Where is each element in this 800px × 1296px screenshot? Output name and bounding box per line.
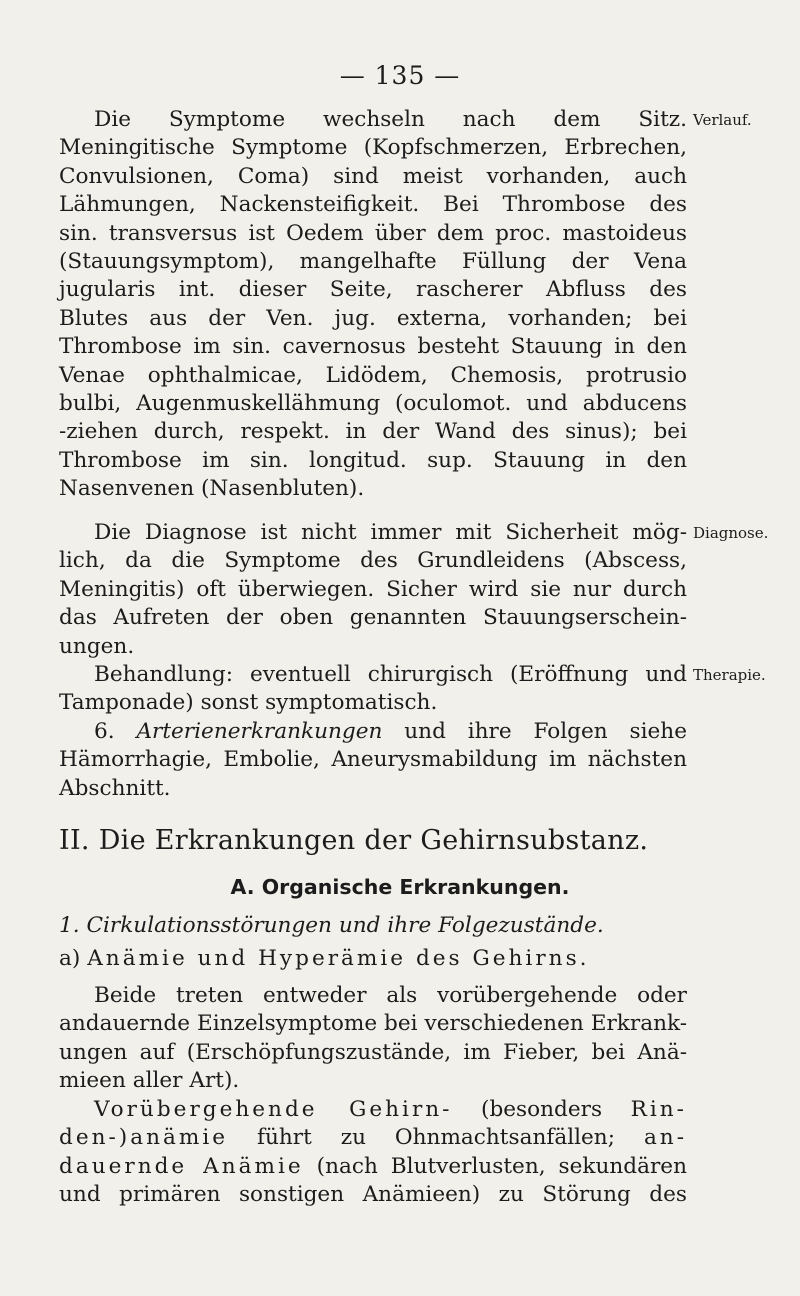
page-number: — 135 — [339, 61, 461, 90]
item-number: 6. [94, 719, 115, 744]
text-line [59, 1096, 687, 1124]
paragraph-verlauf [59, 106, 687, 503]
margin-note-therapie: Therapie. [693, 666, 766, 684]
text-line: ungen auf (Erschöpfungszustände, im Fieber, bei Anä- [59, 1039, 687, 1065]
text-line: Hämorrhagie, Embolie, Aneurysmabildung im nächsten [59, 747, 687, 773]
paragraph-arterien [59, 718, 687, 803]
text-fragment: (nach Blutverlusten, sekundären [316, 1153, 687, 1179]
text-line [59, 718, 687, 746]
text-line: Meningitis) oft überwiegen. Sicher wird sie nur durch [59, 576, 687, 602]
item-a-heading [59, 945, 687, 973]
text-line: Thrombose im sin. longitud. sup. Stauung in den [59, 447, 687, 473]
margin-note-verlauf: Verlauf. [693, 111, 752, 129]
text-line: Die Symptome wechseln nach dem Sitz. [94, 107, 687, 132]
subsection-heading: A. Organische Erkrankungen. [230, 875, 570, 899]
text-line: Venae ophthalmicae, Lidödem, Chemosis, protrusio [59, 362, 687, 388]
text-line: Behandlung: eventuell chirurgisch (Eröffnung und [94, 662, 687, 687]
paragraph-voruebergehende [59, 1096, 687, 1210]
spaced-term: Rin- [630, 1097, 687, 1122]
text-line: Nasenvenen (Nasenbluten). [59, 476, 365, 502]
text-line: bulbi, Augenmuskellähmung (oculomot. und abducens [59, 390, 687, 416]
item-text: und ihre Folgen siehe [404, 719, 687, 744]
text-line: -ziehen durch, respekt. in der Wand des sinus); bei [59, 419, 687, 445]
spaced-term: den-)anämie [59, 1125, 229, 1151]
text-line: das Aufreten der oben genannten Stauungserschein- [59, 605, 687, 631]
text-line: mieen aller Art). [59, 1068, 240, 1094]
text-fragment: führt zu Ohnmachtsanfällen; [257, 1125, 615, 1151]
text-line [59, 945, 687, 973]
spaced-term: Vorübergehende Gehirn- [94, 1097, 453, 1122]
paragraph-diagnose [59, 519, 687, 661]
text-line: andauernde Einzelsymptome bei verschiedenen Erkrank- [59, 1011, 687, 1037]
item-label: a) [59, 946, 81, 971]
topic-title [59, 912, 687, 940]
spaced-term: dauernde Anämie [59, 1153, 304, 1179]
text-line: sin. transversus ist Oedem über dem proc. mastoideus [59, 220, 687, 246]
text-line [59, 1153, 687, 1181]
text-line: Die Diagnose ist nicht immer mit Sicherheit mög- [94, 520, 687, 545]
text-line: jugularis int. dieser Seite, rascherer Abfluss des [59, 277, 687, 303]
topic-title-text: 1. Cirkulationsstörungen und ihre Folgezustände. [59, 913, 604, 938]
text-line: Convulsionen, Coma) sind meist vorhanden, auch [59, 163, 687, 189]
text-line [59, 1124, 687, 1152]
text-line: Lähmungen, Nackensteifigkeit. Bei Thrombose des [59, 192, 687, 218]
item-title: Anämie und Hyperämie des Gehirns. [87, 946, 590, 971]
text-line: lich, da die Symptome des Grundleidens (Abscess, [59, 548, 687, 574]
spaced-term: an- [643, 1125, 688, 1151]
text-line: Blutes aus der Ven. jug. externa, vorhanden; bei [59, 305, 687, 331]
text-line: Beide treten entweder als vorübergehende oder [94, 983, 687, 1008]
text-line: Thrombose im sin. cavernosus besteht Stauung in den [59, 334, 687, 360]
text-line: und primären sonstigen Anämieen) zu Störung des [59, 1182, 687, 1208]
text-line: (Stauungsymptom), mangelhafte Füllung der Vena [59, 248, 687, 274]
paragraph-beide [59, 982, 687, 1096]
item-title: Arterienerkrankungen [136, 719, 383, 744]
text-line: Abschnitt. [59, 775, 171, 801]
margin-note-diagnose: Diagnose. [693, 524, 769, 542]
text-line: Tamponade) sonst symptomatisch. [59, 690, 438, 716]
section-heading: II. Die Erkrankungen der Gehirnsubstanz. [59, 825, 649, 856]
topic-heading [59, 912, 687, 940]
text-fragment: (besonders [481, 1097, 603, 1122]
text-line: ungen. [59, 633, 135, 659]
text-line: Meningitische Symptome (Kopfschmerzen, Erbrechen, [59, 135, 687, 161]
paragraph-therapie [59, 661, 687, 718]
